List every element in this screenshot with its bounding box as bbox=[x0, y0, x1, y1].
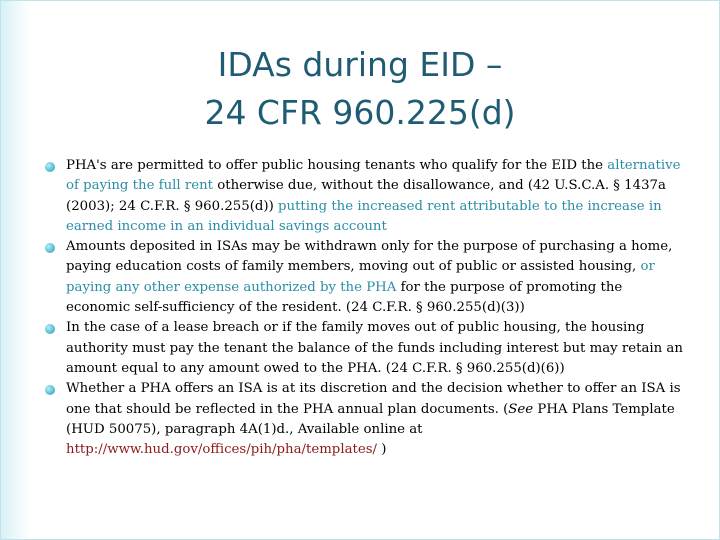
templates-link[interactable]: http://www.hud.gov/offices/pih/pha/templates/ bbox=[66, 442, 378, 458]
bullet-item-4 bbox=[45, 379, 683, 460]
bullet-2-highlight-b: or paying any other expense authorized by the PHA bbox=[66, 259, 655, 295]
slide-title bbox=[61, 41, 659, 137]
bullet-2-text-a: Amounts deposited in ISAs may be withdrawn only for the purpose of purchasing a home, paying education costs of family members, moving out of public or assisted housing, bbox=[66, 239, 673, 275]
bullet-item-1 bbox=[45, 156, 683, 237]
bullet-4-text-a: Whether a PHA offers an ISA is at its discretion and the decision whether to offer an ISA is one that should be reflected in the PHA annual plan documents. ( bbox=[66, 381, 681, 417]
bullet-dot-icon bbox=[45, 243, 55, 253]
left-gradient-bar bbox=[1, 1, 31, 540]
title-line-2: 24 CFR 960.225(d) bbox=[204, 93, 516, 132]
bullet-item-2 bbox=[45, 237, 683, 318]
bullet-1-text-a: PHA's are permitted to offer public housing tenants who qualify for the EID the bbox=[66, 158, 608, 173]
bullet-4-text-b: PHA Plans Template (HUD 50075), paragraph 4A(1)d., Available online at bbox=[66, 401, 675, 437]
bullet-dot-icon bbox=[45, 324, 55, 334]
bullet-2-text-c: for the purpose of promoting the economic self-sufficiency of the resident. (24 C.F.R. § 960.255(d)(3)) bbox=[66, 279, 623, 316]
title-line-1: IDAs during EID – bbox=[217, 45, 503, 84]
bullet-dot-icon bbox=[45, 385, 55, 395]
bullet-1-highlight-d: putting the increased rent attributable to the increase in earned income in an individual savings account bbox=[66, 198, 662, 234]
bullet-4-see: See bbox=[508, 401, 534, 417]
bullet-dot-icon bbox=[45, 162, 55, 172]
bullet-4-text-c: ) bbox=[377, 442, 387, 458]
bullet-3-text-a: In the case of a lease breach or if the family moves out of public housing, the housing authority must pay the tenant the balance of the funds including interest but may retain an amount equal to any amount owed to the PHA. (24 C.F.R. § 960.255(d)(6)) bbox=[66, 320, 683, 376]
bullet-1-text-c: otherwise due, without the disallowance, and (42 U.S.C.A. § 1437a (2003); 24 C.F.R. § 960.255(d)) bbox=[66, 178, 666, 214]
bullet-list bbox=[45, 156, 683, 460]
bullet-1-highlight-b: alternative of paying the full rent bbox=[66, 158, 681, 194]
bullet-item-3 bbox=[45, 318, 683, 379]
